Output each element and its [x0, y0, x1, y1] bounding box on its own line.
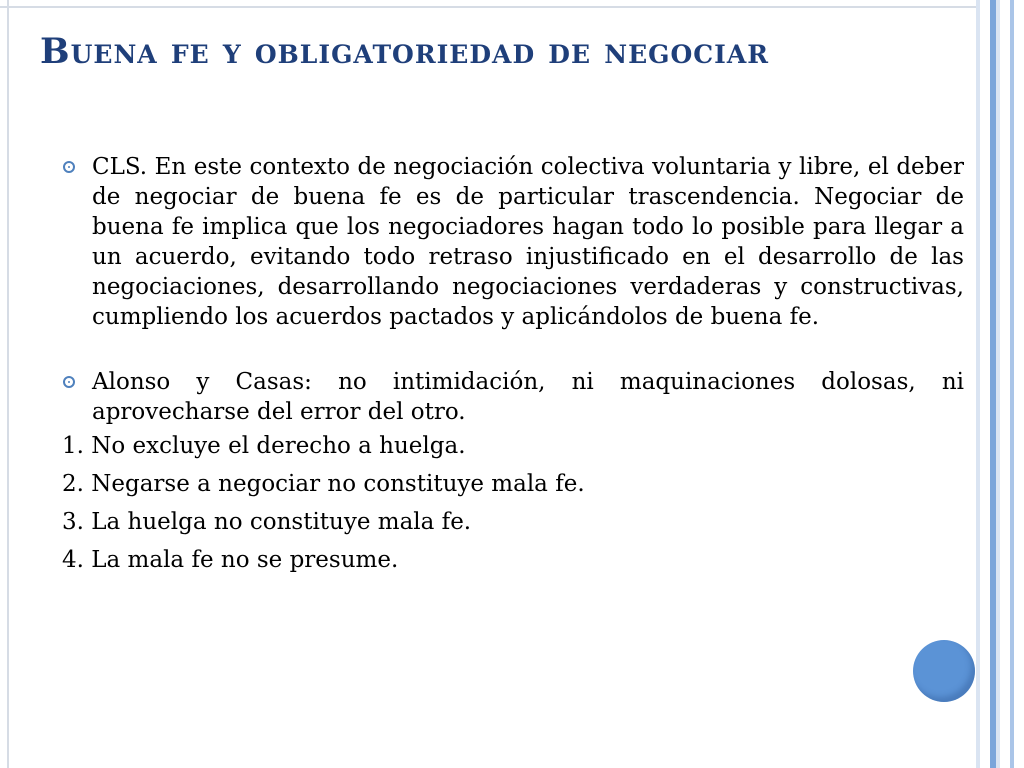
blue-circle-decoration	[913, 640, 975, 702]
ring-bullet-icon	[63, 376, 75, 388]
right-stripe-decoration	[976, 0, 1024, 768]
bullet-item	[62, 367, 964, 427]
numbered-item: 4. La mala fe no se presume.	[62, 547, 399, 573]
slide-title: Buena fe y obligatoriedad de negociar	[40, 31, 770, 72]
frame-left-line	[7, 0, 9, 768]
numbered-item: 2. Negarse a negociar no constituye mala fe.	[62, 471, 585, 497]
slide-body	[62, 152, 964, 579]
bullet-item	[62, 152, 964, 332]
ring-bullet-icon	[63, 161, 75, 173]
numbered-item: 1. No excluye el derecho a huelga.	[62, 433, 466, 459]
frame-top-line	[0, 6, 985, 8]
bullet-text: Alonso y Casas: no intimidación, ni maquinaciones dolosas, ni aprovecharse del error del otro.	[92, 369, 964, 425]
numbered-item: 3. La huelga no constituye mala fe.	[62, 509, 472, 535]
bullet-text: CLS. En este contexto de negociación colectiva voluntaria y libre, el deber de negociar de buena fe es de particular trascendencia. Negociar de buena fe implica que los negociadores hagan todo lo posible para llegar a un acuerdo, evitando todo retraso injustificado en el desarrollo de las negociaciones, desarrollando negociaciones verdaderas y constructivas, cumpliendo los acuerdos pactados y aplicándolos de buena fe.	[92, 154, 964, 330]
